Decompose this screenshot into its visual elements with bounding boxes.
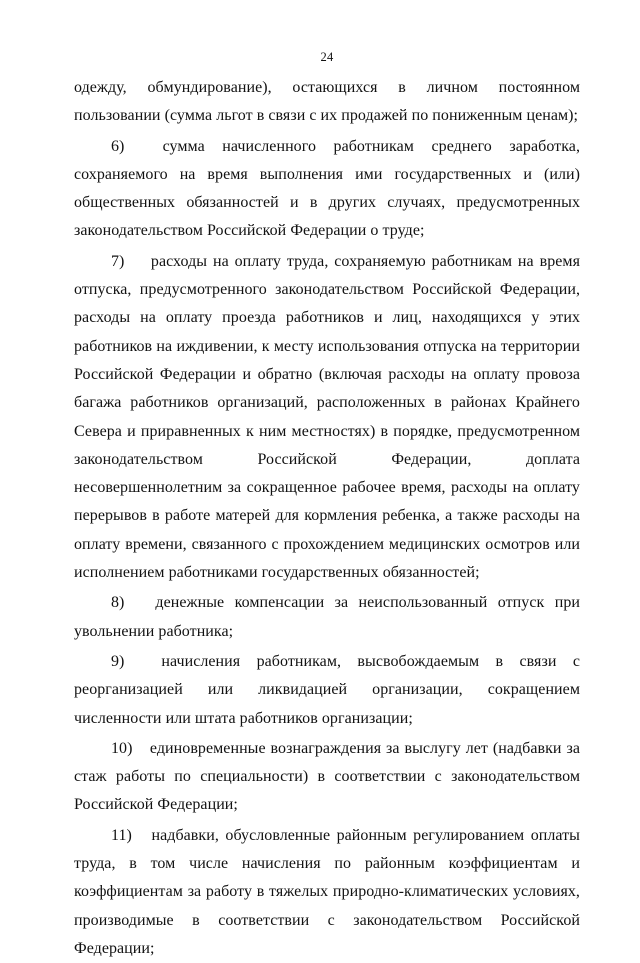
paragraph-text: расходы на оплату труда, сохраняемую работникам на время отпуска, предусмотренного законодательством Российской Федерации, расходы на оплату проезда работников и лиц, находящихся у этих работников на иждивении, к месту использования отпуска на территории Российской Федерации и обратно (включая расходы на оплату провоза багажа работников организаций, расположенных в районах Крайнего Севера и приравненных к ним местностях) в порядке, предусмотренном законодательством Российской Федерации, доплата несовершеннолетним за сокращенное рабочее время, расходы на оплату перерывов в работе матерей для кормления ребенка, а также расходы на оплату времени, связанного с прохождением медицинских осмотров или исполнением работниками государственных обязанностей; bbox=[74, 252, 580, 582]
paragraph-text: денежные компенсации за неиспользованный отпуск при увольнении работника; bbox=[74, 594, 580, 640]
item-number: 11) bbox=[111, 826, 132, 844]
paragraph-continuation bbox=[74, 74, 580, 131]
paragraph-item-10 bbox=[74, 735, 580, 820]
item-number: 9) bbox=[111, 652, 125, 670]
paragraph-text: надбавки, обусловленные районным регулированием оплаты труда, в том числе начисления по районным коэффициентам и коэффициентам за работу в тяжелых природно-климатических условиях, производимые в соответствии с законодательством Российской Федерации; bbox=[74, 826, 580, 957]
paragraph-item-6 bbox=[74, 133, 580, 246]
item-number: 6) bbox=[111, 137, 125, 155]
item-number: 8) bbox=[111, 594, 125, 612]
document-page bbox=[74, 50, 580, 963]
page-number: 24 bbox=[320, 50, 334, 64]
paragraph-item-11 bbox=[74, 822, 580, 963]
paragraph-item-7 bbox=[74, 248, 580, 588]
item-number: 7) bbox=[111, 252, 125, 270]
paragraph-text: начисления работникам, высвобождаемым в связи с реорганизацией или ликвидацией организации, сокращением численности или штата работников организации; bbox=[74, 652, 580, 727]
paragraph-text: сумма начисленного работникам среднего заработка, сохраняемого на время выполнения ими государственных и (или) общественных обязанностей и в других случаях, предусмотренных законодательством Российской Федерации о труде; bbox=[74, 137, 580, 240]
paragraph-item-9 bbox=[74, 648, 580, 733]
paragraph-text: единовременные вознаграждения за выслугу лет (надбавки за стаж работы по специальности) в соответствии с законодательством Российской Федерации; bbox=[74, 739, 580, 814]
paragraph-item-8 bbox=[74, 589, 580, 646]
item-number: 10) bbox=[111, 739, 133, 757]
paragraph-text: одежду, обмундирование), остающихся в личном постоянном пользовании (сумма льгот в связи с их продажей по пониженным ценам); bbox=[74, 79, 580, 125]
